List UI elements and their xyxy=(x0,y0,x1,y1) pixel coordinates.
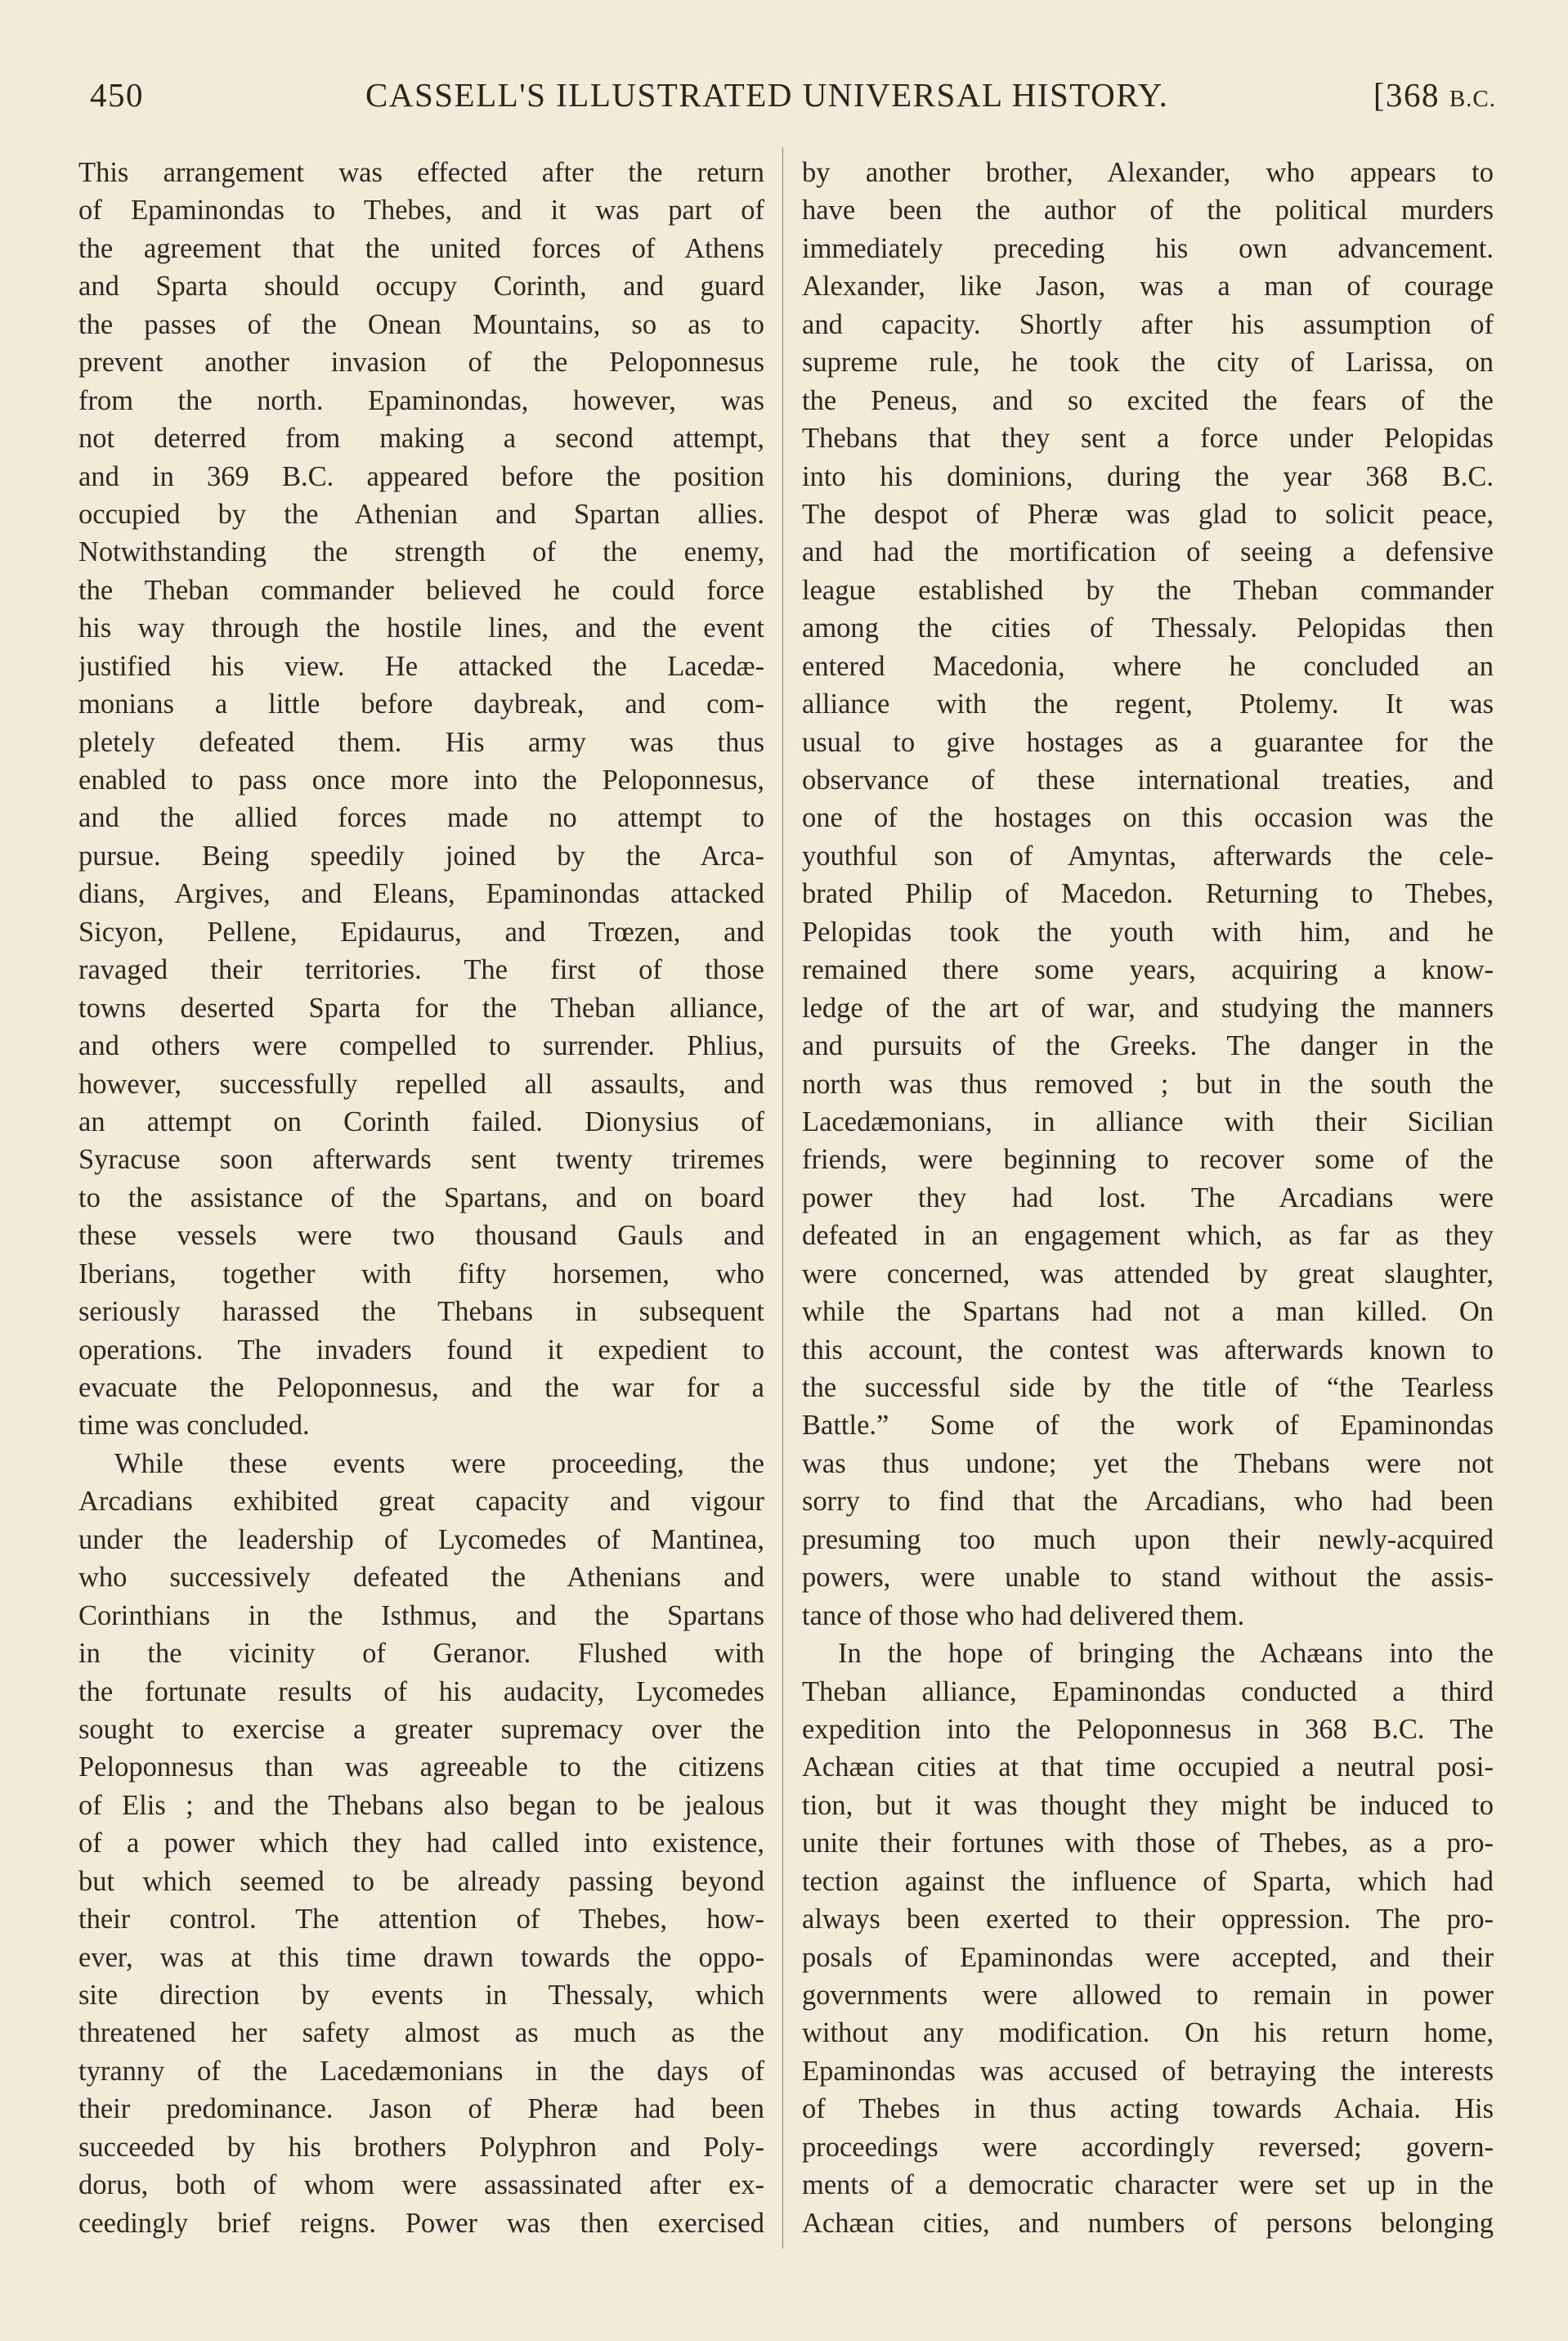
text-line: not deterred from making a second attempt, xyxy=(78,423,764,455)
text-line: ceedingly brief reigns. Power was then exercised xyxy=(78,2207,764,2239)
column-rule xyxy=(782,147,783,2249)
text-line: and had the mortification of seeing a defensive xyxy=(802,536,1494,568)
text-line: ever, was at this time drawn towards the oppo- xyxy=(78,1941,764,1973)
text-line: however, successfully repelled all assaults, and xyxy=(78,1068,764,1100)
text-line: in the vicinity of Geranor. Flushed with xyxy=(78,1638,764,1670)
text-line: the fortunate results of his audacity, Lycomedes xyxy=(78,1675,764,1707)
text-line: by another brother, Alexander, who appears to xyxy=(802,157,1494,188)
text-line: powers, were unable to stand without the assis- xyxy=(802,1562,1494,1594)
text-line: always been exerted to their oppression. The pro- xyxy=(802,1904,1494,1935)
text-line: one of the hostages on this occasion was the xyxy=(802,802,1494,834)
text-line: entered Macedonia, where he concluded an xyxy=(802,650,1494,682)
text-line: his way through the hostile lines, and the event xyxy=(78,612,764,644)
text-line: tion, but it was thought they might be induced to xyxy=(802,1789,1494,1821)
text-line: usual to give hostages as a guarantee for the xyxy=(802,726,1494,758)
text-line: of a power which they had called into existence, xyxy=(78,1828,764,1859)
text-line: posals of Epaminondas were accepted, and their xyxy=(802,1941,1494,1973)
text-line: observance of these international treaties, and xyxy=(802,765,1494,796)
text-line: While these events were proceeding, the xyxy=(114,1447,764,1479)
text-line: under the leadership of Lycomedes of Mantinea, xyxy=(78,1523,764,1555)
text-line: and in 369 B.C. appeared before the position xyxy=(78,460,764,492)
running-date-era: B.C. xyxy=(1449,86,1496,112)
text-line: sorry to find that the Arcadians, who had been xyxy=(802,1486,1494,1518)
text-line: site direction by events in Thessaly, which xyxy=(78,1980,764,2011)
text-line: Achæan cities at that time occupied a neutral posi- xyxy=(802,1751,1494,1783)
text-line: of Epaminondas to Thebes, and it was part of xyxy=(78,195,764,226)
text-line: have been the author of the political murders xyxy=(802,195,1494,226)
text-line: enabled to pass once more into the Peloponnesus, xyxy=(78,765,764,796)
text-line: Epaminondas was accused of betraying the interests xyxy=(802,2055,1494,2087)
text-line: the successful side by the title of “the Tearless xyxy=(802,1372,1494,1403)
text-line: league established by the Theban commander xyxy=(802,574,1494,606)
text-line: of Elis ; and the Thebans also began to be jealous xyxy=(78,1789,764,1821)
text-line: an attempt on Corinth failed. Dionysius of xyxy=(78,1105,764,1137)
text-line: prevent another invasion of the Peloponnesus xyxy=(78,347,764,379)
text-line: occupied by the Athenian and Spartan allies. xyxy=(78,498,764,530)
page-number: 450 xyxy=(90,76,144,114)
text-line: the Theban commander believed he could force xyxy=(78,574,764,606)
text-line: Syracuse soon afterwards sent twenty triremes xyxy=(78,1144,764,1176)
text-line: proceedings were accordingly reversed; govern- xyxy=(802,2131,1494,2163)
text-line: Sicyon, Pellene, Epidaurus, and Trœzen, and xyxy=(78,916,764,948)
text-line: among the cities of Thessaly. Pelopidas then xyxy=(802,612,1494,644)
text-line: Achæan cities, and numbers of persons belonging xyxy=(802,2207,1494,2239)
text-line: The despot of Pheræ was glad to solicit peace, xyxy=(802,498,1494,530)
text-line: Theban alliance, Epaminondas conducted a third xyxy=(802,1675,1494,1707)
text-line: dians, Argives, and Eleans, Epaminondas attacked xyxy=(78,878,764,910)
text-line: expedition into the Peloponnesus in 368 B.C. The xyxy=(802,1713,1494,1745)
text-line: the agreement that the united forces of Athens xyxy=(78,232,764,264)
text-line: without any modification. On his return home, xyxy=(802,2017,1494,2049)
text-line: threatened her safety almost as much as the xyxy=(78,2017,764,2049)
text-line: sought to exercise a greater supremacy over the xyxy=(78,1713,764,1745)
text-line: time was concluded. xyxy=(78,1410,310,1442)
running-date xyxy=(1373,75,1496,114)
text-line: justified his view. He attacked the Lacedæ- xyxy=(78,650,764,682)
text-line: and capacity. Shortly after his assumption of xyxy=(802,308,1494,340)
text-line: were concerned, was attended by great slaughter, xyxy=(802,1258,1494,1289)
text-line: youthful son of Amyntas, afterwards the cele- xyxy=(802,840,1494,872)
text-line: defeated in an engagement which, as far as they xyxy=(802,1220,1494,1252)
right-column xyxy=(802,154,1494,2247)
text-line: north was thus removed ; but in the south the xyxy=(802,1068,1494,1100)
text-line: Iberians, together with fifty horsemen, who xyxy=(78,1258,764,1289)
text-line: of Thebes in thus acting towards Achaia. His xyxy=(802,2093,1494,2125)
text-line: their predominance. Jason of Pheræ had been xyxy=(78,2093,764,2125)
text-line: Lacedæmonians, in alliance with their Sicilian xyxy=(802,1105,1494,1137)
text-line: In the hope of bringing the Achæans into the xyxy=(838,1638,1494,1670)
text-line: seriously harassed the Thebans in subsequent xyxy=(78,1296,764,1328)
text-line: pletely defeated them. His army was thus xyxy=(78,726,764,758)
text-line: immediately preceding his own advancement. xyxy=(802,232,1494,264)
text-line: this account, the contest was afterwards known to xyxy=(802,1334,1494,1366)
text-line: but which seemed to be already passing beyond xyxy=(78,1865,764,1897)
text-line: supreme rule, he took the city of Larissa, on xyxy=(802,347,1494,379)
text-line: to the assistance of the Spartans, and on board xyxy=(78,1182,764,1213)
text-line: the Peneus, and so excited the fears of the xyxy=(802,384,1494,416)
text-line: tection against the influence of Sparta, which had xyxy=(802,1865,1494,1897)
text-line: Alexander, like Jason, was a man of courage xyxy=(802,271,1494,303)
text-line: governments were allowed to remain in power xyxy=(802,1980,1494,2011)
text-line: friends, were beginning to recover some of the xyxy=(802,1144,1494,1176)
text-line: alliance with the regent, Ptolemy. It was xyxy=(802,688,1494,720)
text-line: ravaged their territories. The first of those xyxy=(78,954,764,986)
text-line: these vessels were two thousand Gauls and xyxy=(78,1220,764,1252)
text-line: tance of those who had delivered them. xyxy=(802,1599,1245,1631)
running-date-year: [368 xyxy=(1373,76,1440,114)
text-line: Battle.” Some of the work of Epaminondas xyxy=(802,1410,1494,1442)
text-line: This arrangement was effected after the return xyxy=(78,157,764,188)
text-line: monians a little before daybreak, and com- xyxy=(78,688,764,720)
text-line: Notwithstanding the strength of the enemy, xyxy=(78,536,764,568)
text-line: ledge of the art of war, and studying the manners xyxy=(802,992,1494,1024)
text-line: dorus, both of whom were assassinated after ex- xyxy=(78,2169,764,2201)
text-line: operations. The invaders found it expedient to xyxy=(78,1334,764,1366)
text-line: power they had lost. The Arcadians were xyxy=(802,1182,1494,1213)
text-line: and Sparta should occupy Corinth, and guard xyxy=(78,271,764,303)
text-line: while the Spartans had not a man killed. On xyxy=(802,1296,1494,1328)
text-line: who successively defeated the Athenians and xyxy=(78,1562,764,1594)
book-title: CASSELL'S ILLUSTRATED UNIVERSAL HISTORY. xyxy=(365,76,1169,114)
text-line: presuming too much upon their newly-acquired xyxy=(802,1523,1494,1555)
text-line: Peloponnesus than was agreeable to the citizens xyxy=(78,1751,764,1783)
text-line: Pelopidas took the youth with him, and he xyxy=(802,916,1494,948)
text-line: evacuate the Peloponnesus, and the war for a xyxy=(78,1372,764,1403)
text-line: Corinthians in the Isthmus, and the Spartans xyxy=(78,1599,764,1631)
text-line: tyranny of the Lacedæmonians in the days of xyxy=(78,2055,764,2087)
running-head xyxy=(90,75,1496,124)
text-line: was thus undone; yet the Thebans were not xyxy=(802,1447,1494,1479)
text-line: and pursuits of the Greeks. The danger in the xyxy=(802,1030,1494,1062)
text-line: and the allied forces made no attempt to xyxy=(78,802,764,834)
text-line: pursue. Being speedily joined by the Arca- xyxy=(78,840,764,872)
text-line: unite their fortunes with those of Thebes, as a pro- xyxy=(802,1828,1494,1859)
left-column xyxy=(78,154,764,2247)
text-line: towns deserted Sparta for the Theban alliance, xyxy=(78,992,764,1024)
text-line: Arcadians exhibited great capacity and vigour xyxy=(78,1486,764,1518)
text-line: the passes of the Onean Mountains, so as to xyxy=(78,308,764,340)
text-line: from the north. Epaminondas, however, was xyxy=(78,384,764,416)
text-line: into his dominions, during the year 368 B.C. xyxy=(802,460,1494,492)
text-line: brated Philip of Macedon. Returning to Thebes, xyxy=(802,878,1494,910)
text-line: Thebans that they sent a force under Pelopidas xyxy=(802,423,1494,455)
text-line: their control. The attention of Thebes, how- xyxy=(78,1904,764,1935)
text-line: ments of a democratic character were set up in the xyxy=(802,2169,1494,2201)
text-line: and others were compelled to surrender. Phlius, xyxy=(78,1030,764,1062)
text-line: remained there some years, acquiring a know- xyxy=(802,954,1494,986)
text-line: succeeded by his brothers Polyphron and Poly- xyxy=(78,2131,764,2163)
